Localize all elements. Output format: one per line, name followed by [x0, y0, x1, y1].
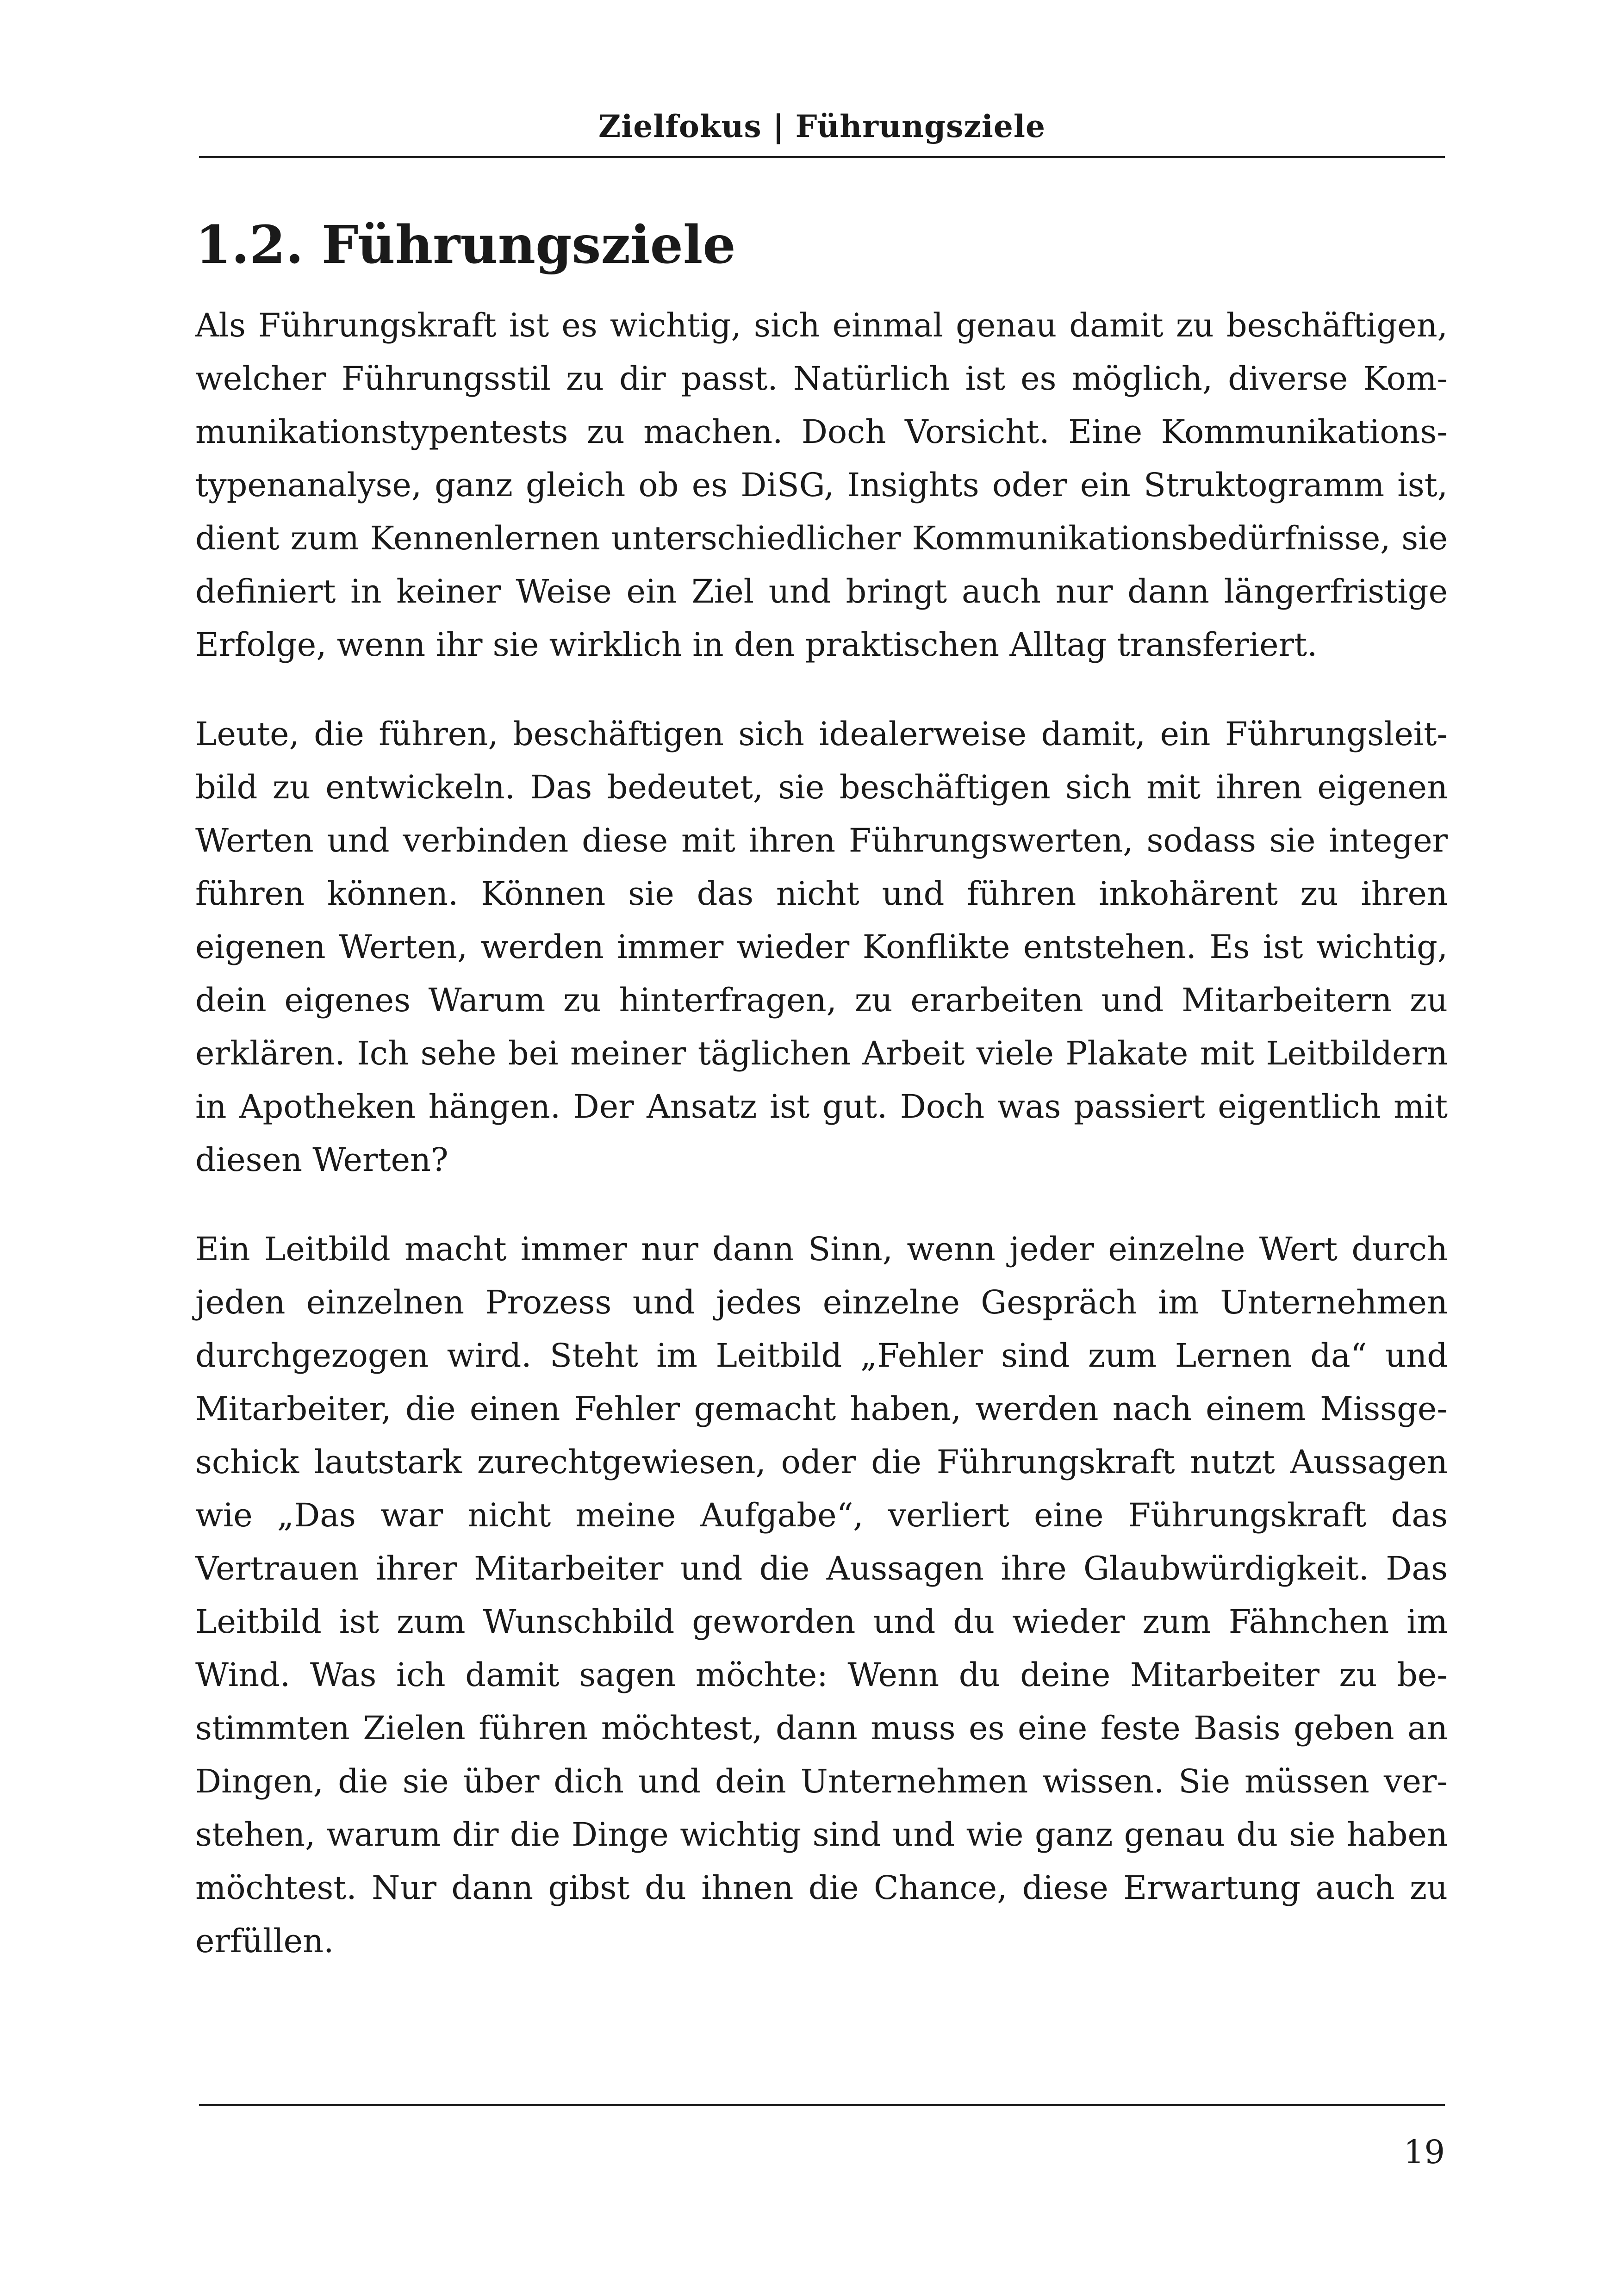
section-heading: 1.2. Führungsziele	[195, 215, 736, 275]
footer-divider	[199, 2104, 1445, 2106]
body-paragraph-1: Als Führungskraft ist es wichtig, sich einmal genau damit zu beschäftigen, welcher Führungsstil zu dir passt. Natürlich ist es möglich, diverse Kommunikationstypentests zu machen. Doch Vorsicht. Eine Kommunikationstypenanalyse, ganz gleich ob es DiSG, Insights oder ein Struktogramm ist, dient zum Kennenlernen unterschiedlicher Kommunikationsbedürfnisse, sie definiert in keiner Weise ein Ziel und bringt auch nur dann längerfristige Erfolge, wenn ihr sie wirklich in den praktischen Alltag transferiert.	[195, 306, 1448, 664]
body-paragraph-2: Leute, die führen, beschäftigen sich idealerweise damit, ein Führungsleitbild zu entwickeln. Das bedeutet, sie beschäftigen sich mit ihren eigenen Werten und verbinden diese mit ihren Führungswerten, sodass sie integer führen können. Können sie das nicht und führen inkohärent zu ihren eigenen Werten, werden immer wieder Konflikte entstehen. Es ist wichtig, dein eigenes Warum zu hinterfragen, zu erarbeiten und Mitarbeitern zu erklären. Ich sehe bei meiner täglichen Arbeit viele Plakate mit Leitbildern in Apotheken hängen. Der Ansatz ist gut. Doch was passiert eigentlich mit diesen Werten?	[195, 715, 1448, 1179]
page-content	[195, 204, 1448, 2004]
header-divider	[199, 156, 1445, 158]
page-number: 19	[1403, 2133, 1445, 2171]
running-header: Zielfokus | Führungsziele	[598, 108, 1045, 144]
body-paragraph-3: Ein Leitbild macht immer nur dann Sinn, wenn jeder einzelne Wert durch jeden einzelnen Prozess und jedes einzelne Gespräch im Unternehmen durchgezogen wird. Steht im Leitbild „Fehler sind zum Lernen da“ und Mitarbeiter, die einen Fehler gemacht haben, werden nach einem Missgeschick lautstark zurechtgewiesen, oder die Führungskraft nutzt Aussagen wie „Das war nicht meine Aufgabe“, verliert eine Führungskraft das Vertrauen ihrer Mitarbeiter und die Aussagen ihre Glaubwürdigkeit. Das Leitbild ist zum Wunschbild geworden und du wieder zum Fähnchen im Wind. Was ich damit sagen möchte: Wenn du deine Mitarbeiter zu bestimmten Zielen führen möchtest, dann muss es eine feste Basis geben an Dingen, die sie über dich und dein Unternehmen wissen. Sie müssen verstehen, warum dir die Dinge wichtig sind und wie ganz genau du sie haben möchtest. Nur dann gibst du ihnen die Chance, diese Erwartung auch zu erfüllen.	[195, 1230, 1448, 1960]
